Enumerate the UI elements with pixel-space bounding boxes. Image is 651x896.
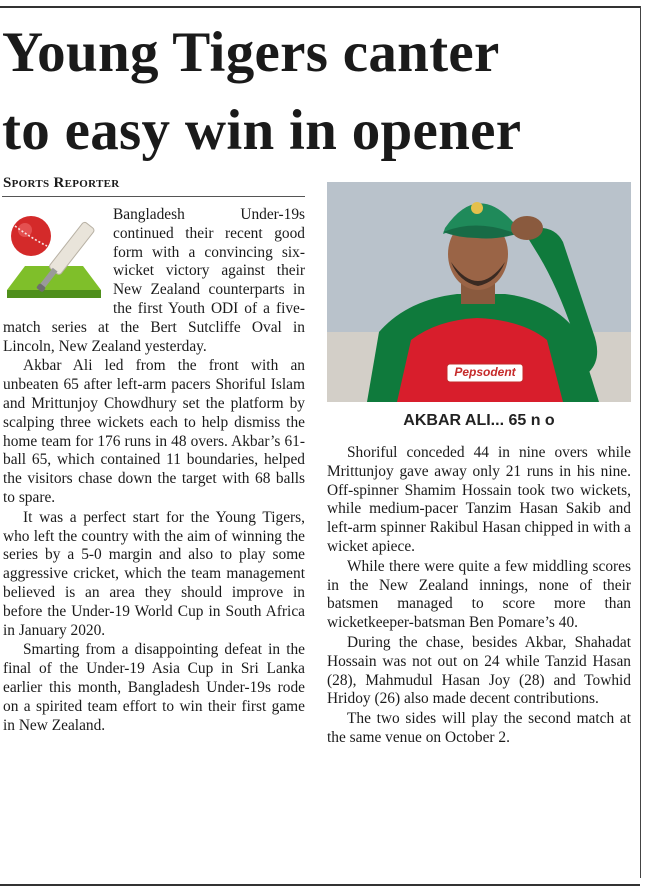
paragraph-4: Smarting from a disappointing defeat in the final of the Under-19 Asia Cup in Sri Lanka earlier this month, Bangladesh Under-19s rode on a spirited team effort to win their first game in New Zealand. <box>3 641 305 734</box>
paragraph-5: Shoriful conceded 44 in nine overs while Mrittunjoy gave away only 21 runs in his nine. Off-spinner Shamim Hossain took two wickets, while medium-pacer Tanzim Hasan Sakib and left-arm spinner Rakibul Hasan chipped in with a wicket apiece. <box>327 444 631 555</box>
player-photo <box>327 182 631 402</box>
article-column-right <box>327 444 631 749</box>
paragraph-7: During the chase, besides Akbar, Shahadat Hossain was not out on 24 while Tanzid Hasan (28), Mahmudul Hasan Joy (28) and Towhid Hridoy (26) also made decent contributions. <box>327 633 631 708</box>
paragraph-3: It was a perfect start for the Young Tigers, who left the country with the aim of winning the series by a 5-0 margin and also to play some aggressive cricket, which the team management believed is an area they should improve in before the Under-19 World Cup in South Africa in January 2020. <box>3 508 305 639</box>
article-column-left <box>3 206 305 736</box>
paragraph-1: Bangladesh Under-19s continued their recent good form with a convincing six-wicket victory against their New Zealand counterparts in the first Youth ODI of a five-match series at the Bert Sutcliffe Oval in Lincoln, New Zealand yesterday. <box>3 206 305 355</box>
headline-line-1: Young Tigers canter <box>2 21 500 84</box>
bottom-rule <box>0 884 640 886</box>
headline-line-2: to easy win in opener <box>2 99 522 162</box>
top-rule <box>0 6 640 8</box>
paragraph-2: Akbar Ali led from the front with an unbeaten 65 after left-arm pacers Shoriful Islam and Mrittunjoy Chowdhury set the platform by scalping three wickets each to help dismiss the home team for 176 runs in 48 overs. Akbar’s 61-ball 65, which contained 11 boundaries, helped the visitors chase down the target with 68 balls to spare. <box>3 357 305 506</box>
jersey-sponsor-text: Pepsodent <box>454 365 516 379</box>
byline: Sports Reporter <box>3 175 120 191</box>
cricket-ball-bat-icon <box>3 208 105 306</box>
paragraph-8: The two sides will play the second match at the same venue on October 2. <box>327 710 631 746</box>
headline <box>2 14 638 170</box>
paragraph-6: While there were quite a few middling scores in the New Zealand innings, none of their batsmen managed to score more than wicketkeeper-batsman Ben Pomare’s 40. <box>327 557 631 632</box>
photo-caption: AKBAR ALI... 65 n o <box>403 412 555 429</box>
byline-rule <box>2 196 305 197</box>
column-rule <box>640 6 641 878</box>
